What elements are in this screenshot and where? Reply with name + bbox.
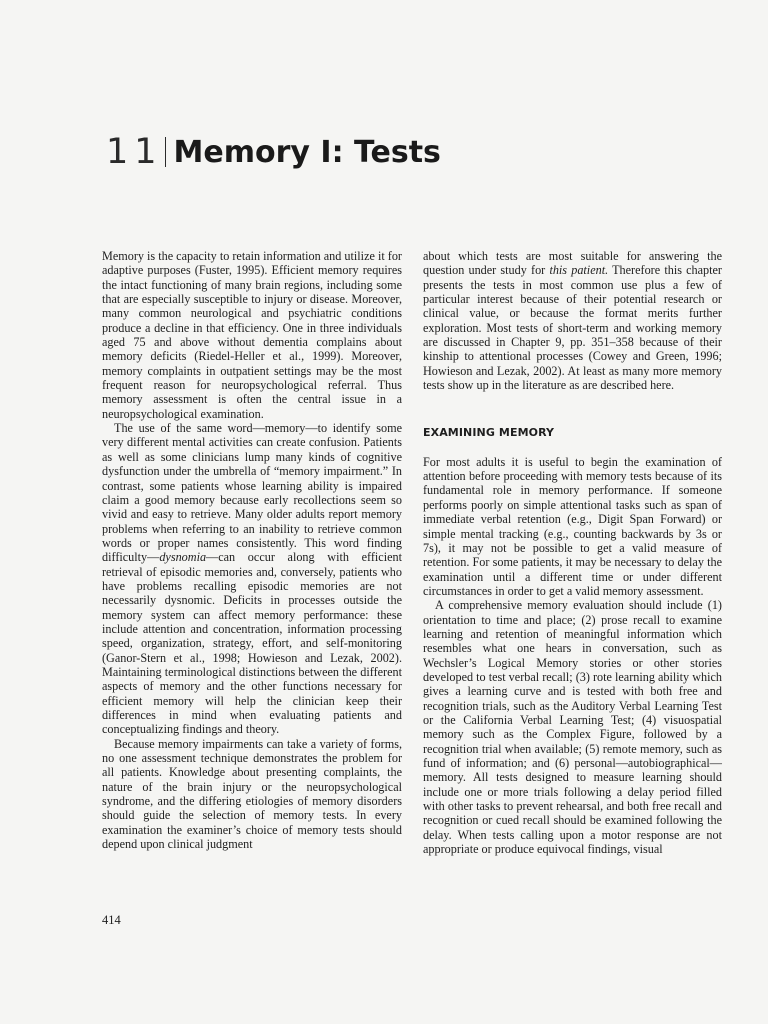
section-heading-examining-memory: EXAMINING MEMORY — [423, 426, 555, 440]
paragraph-word-memory — [102, 421, 402, 737]
paragraph-text: —can occur along with efficient retrieval of episodic memories and, conversely, patients who have problems recalling episodic memories are not necessarily dysnomic. Deficits in processes outside the memory system can affect memory performance: these include attention and concentration, information processing speed, organization, strategy, effort, and self-monitoring (Ganor-Stern et al., 1998; Howieson and Lezak, 2002). Maintaining terminological distinctions between the different aspects of memory and the other functions necessary for efficient memory will help the clinician keep their differences in mind when evaluating patients and conceptualizing findings and theory. — [102, 550, 402, 737]
right-column — [423, 249, 722, 856]
paragraph-text: The use of the same word—memory—to identify some very different mental activities can create confusion. Patients as well as some clinicians lump many kinds of cognitive dysfunction under the umbrella of “memory impairment.” In contrast, some patients whose learning ability is impaired claim a good memory because early recollections seem so vivid and easy to retrieve. Many older adults report memory problems when referring to an inability to retrieve common words or proper names consistently. This word finding difficulty— — [102, 421, 402, 565]
page-number: 414 — [102, 913, 121, 927]
chapter-heading — [106, 132, 441, 172]
paragraph-memory-impairments: Because memory impairments can take a variety of forms, no one assessment technique demonstrates the problem for all patients. Knowledge about presenting complaints, the nature of the brain injury or the neuropsychological syndrome, and the differing etiologies of memory disorders should guide the selection of memory tests. In every examination the examiner’s choice of memory tests should depend upon clinical judgment — [102, 736, 402, 852]
paragraph-test-selection — [423, 249, 722, 392]
paragraph-text: about which tests are most suitable for answering the question under study for — [423, 249, 722, 278]
paragraph-text: Therefore this chapter presents the tests in most common use plus a few of particular interest because of their potential research or clinical value, or because the format merits further exploration. Most tests of short-term and working memory are discussed in Chapter 9, pp. 351–358 because of their kinship to attentional processes (Cowey and Green, 1996; Howieson and Lezak, 2002). At least as many more memory tests show up in the literature as are described here. — [423, 263, 722, 393]
chapter-divider — [165, 137, 166, 167]
chapter-number: 11 — [106, 132, 163, 172]
paragraph-comprehensive-evaluation: A comprehensive memory evaluation should include (1) orientation to time and place; (2) prose recall to examine learning and retention of meaningful information which resembles what one hears in conversation, such as Wechsler’s Logical Memory stories or other stories developed to test verbal recall; (3) rote learning ability which gives a learning curve and is tested with both free and recognition trials, such as the Auditory Verbal Learning Test or the California Verbal Learning Test; (4) visuospatial memory such as the Complex Figure, followed by a recognition trial when available; (5) remote memory, such as fund of information; and (6) personal—autobiographical—memory. All tests designed to measure learning should include one or more trials following a delay period filled with other tasks to prevent rehearsal, and both free recall and recognition or cued recall should be examined following the delay. When tests calling upon a motor response are not appropriate or produce equivocal findings, visual — [423, 598, 722, 857]
paragraph-attention-first: For most adults it is useful to begin the examination of attention before proceeding with memory tests because of its fundamental role in memory performance. If someone performs poorly on simple attentional tasks such as span of immediate verbal retention (e.g., Digit Span Forward) or simple mental tracking (e.g., counting backwards by 3s or 7s), it may not be possible to get a valid measure of retention. For some patients, it may be necessary to delay the examination until a different time or under different circumstances in order to get a valid memory assessment. — [423, 454, 722, 598]
italic-term: dysnomia — [159, 550, 207, 565]
chapter-title: Memory I: Tests — [173, 134, 441, 170]
italic-phrase: this patient. — [549, 263, 609, 278]
left-column — [102, 249, 402, 851]
paragraph-memory-definition: Memory is the capacity to retain information and utilize it for adaptive purposes (Fuster, 1995). Efficient memory requires the intact functioning of many brain regions, including some that are especially susceptible to injury or disease. Moreover, many common neurological and psychiatric conditions produce a decline in that efficiency. One in three individuals aged 75 and above without dementia complains about memory deficits (Riedel-Heller et al., 1999). Moreover, memory complaints in outpatient settings may be the most frequent reason for neuropsychological referral. Thus memory assessment is often the central issue in a neuropsychological examination. — [102, 249, 402, 421]
